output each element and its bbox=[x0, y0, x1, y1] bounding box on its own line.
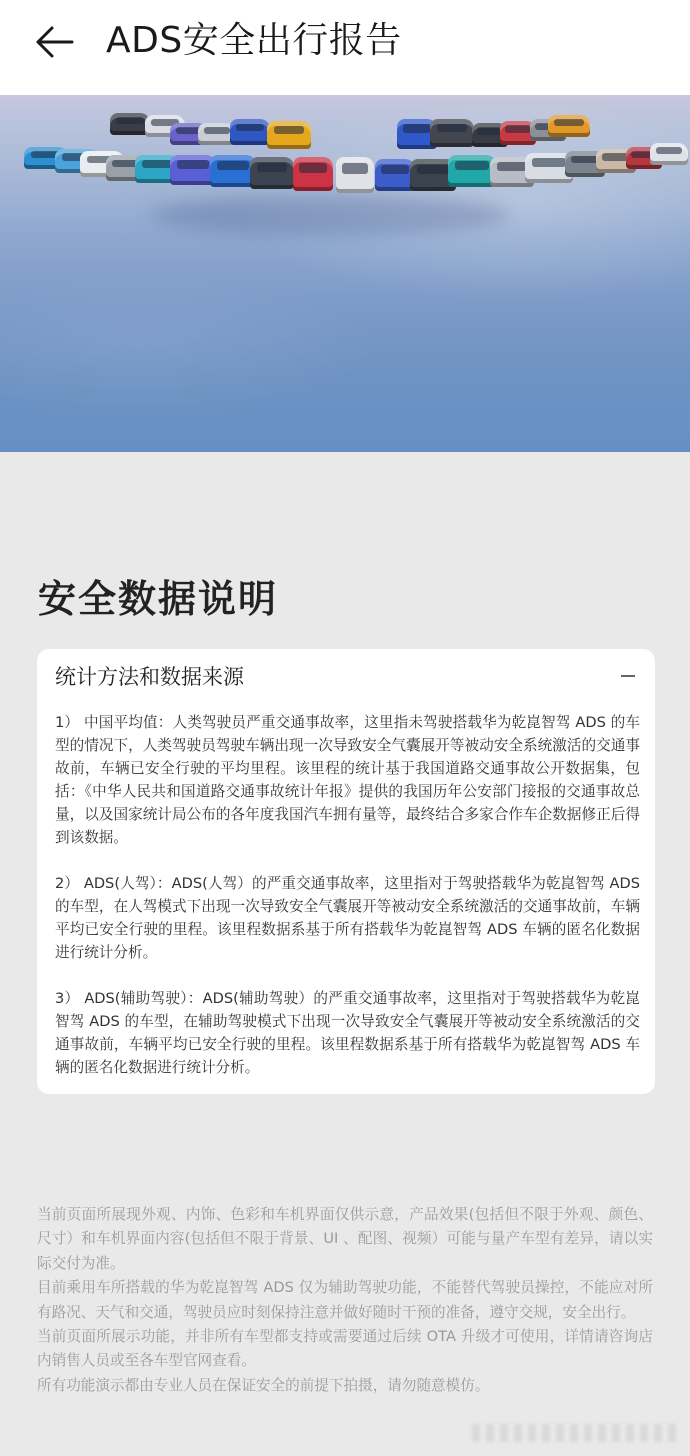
app-header bbox=[0, 0, 690, 95]
back-button[interactable] bbox=[30, 22, 78, 62]
car-image bbox=[430, 119, 474, 147]
page-title: ADS安全出行报告 bbox=[106, 20, 402, 61]
car-image bbox=[650, 143, 688, 165]
watermark bbox=[472, 1424, 682, 1442]
car-image bbox=[250, 157, 294, 189]
car-image bbox=[293, 157, 333, 191]
car-image bbox=[110, 113, 150, 135]
car-image bbox=[267, 121, 311, 149]
hero-sheen bbox=[0, 95, 690, 452]
accordion-body bbox=[55, 711, 640, 1102]
data-source-accordion bbox=[37, 649, 655, 1094]
disclaimer-paragraph: 目前乘用车所搭载的华为乾崑智驾 ADS 仅为辅助驾驶功能，不能替代驾驶员操控，不能应对所有路况、天气和交通，驾驶员应时刻保持注意并做好随时干预的准备，遵守交规，安全出行。 bbox=[37, 1279, 653, 1321]
paragraph-ads-assisted: 3） ADS(辅助驾驶）：ADS(辅助驾驶）的严重交通事故率，这里指对于驾驶搭载华为乾崑智驾 ADS 的车型，在辅助驾驶模式下出现一次导致安全气囊展开等被动安全系统激活的交通事故前，车辆平均已安全行驶的里程。该里程数据系基于所有搭载华为乾崑智驾 ADS 车辆的匿名化数据进行统计分析。 bbox=[55, 990, 641, 1076]
paragraph-ads-manual: 2） ADS(人驾）：ADS(人驾）的严重交通事故率，这里指对于驾驶搭载华为乾崑智驾 ADS 的车型，在人驾模式下出现一次导致安全气囊展开等被动安全系统激活的交通事故前，车辆平均已安全行驶的里程。该里程数据系基于所有搭载华为乾崑智驾 ADS 车辆的匿名化数据进行统计分析。 bbox=[55, 875, 640, 961]
disclaimer-text bbox=[37, 1203, 653, 1398]
disclaimer-paragraph: 当前页面所展示功能，并非所有车型都支持或需要通过后续 OTA 升级才可使用，详情请咨询店内销售人员或至各车型官网查看。 bbox=[37, 1328, 653, 1370]
arrow-left-icon bbox=[34, 25, 74, 59]
section-title: 安全数据说明 bbox=[38, 577, 279, 621]
car-image bbox=[375, 159, 415, 191]
disclaimer-paragraph: 所有功能演示都由专业人员在保证安全的前提下拍摄，请勿随意模仿。 bbox=[37, 1376, 490, 1394]
hero-shadow bbox=[150, 195, 510, 235]
paragraph-china-average: 1） 中国平均值：人类驾驶员严重交通事故率，这里指未驾驶搭载华为乾崑智驾 ADS 的车型的情况下，人类驾驶员驾驶车辆出现一次导致安全气囊展开等被动安全系统激活的交通事故前，车辆已安全行驶的平均里程。该里程的统计基于我国道路交通事故公开数据集，包括：《中华人民共和国道路交通事故统计年报》提供的我国历年公安部门接报的交通事故总量，以及国家统计局公布的各年度我国汽车拥有量等，最终结合多家合作车企数据修正后得到该数据。 bbox=[55, 714, 640, 846]
accordion-title: 统计方法和数据来源 bbox=[55, 665, 244, 689]
disclaimer-paragraph: 当前页面所展现外观、内饰、色彩和车机界面仅供示意，产品效果(包括但不限于外观、颜色、尺寸）和车机界面内容(包括但不限于背景、UI 、配图、视频）可能与量产车型有差异，请以实际交付为准。 bbox=[37, 1206, 653, 1272]
car-image bbox=[548, 115, 590, 137]
accordion-header[interactable] bbox=[37, 649, 655, 705]
car-image bbox=[230, 119, 270, 145]
car-image bbox=[336, 157, 374, 193]
minus-icon[interactable] bbox=[621, 675, 635, 677]
car-image bbox=[448, 155, 496, 187]
hero-banner-image bbox=[0, 95, 690, 452]
